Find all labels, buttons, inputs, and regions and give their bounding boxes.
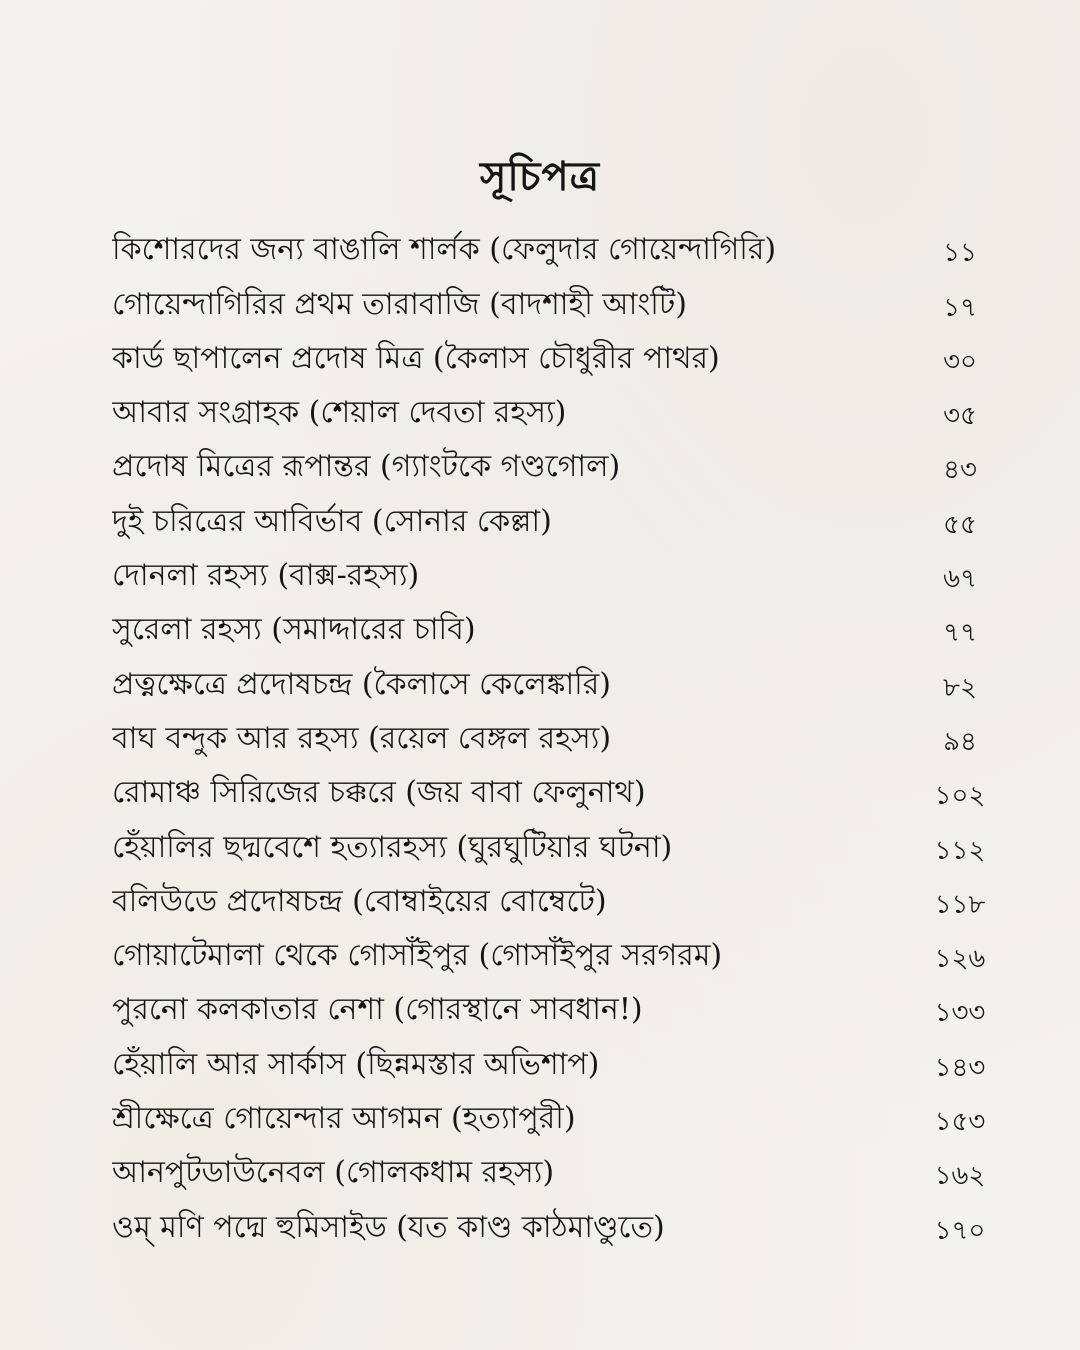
- toc-entry-title: সুরেলা রহস্য (সমাদ্দারের চাবি): [112, 612, 476, 648]
- toc-entry-page: ১১: [943, 238, 977, 269]
- toc-entry: [112, 331, 1000, 385]
- toc-entry-title: প্রদোষ মিত্রের রূপান্তর (গ্যাংটকে গণ্ডগোল): [112, 449, 621, 485]
- toc-entry-page: ১৪৩: [934, 1052, 986, 1083]
- toc-entry-page: ১৭০: [934, 1215, 986, 1246]
- toc-entry-page: ৫৫: [943, 509, 977, 540]
- toc-entry-page: ১১৮: [934, 889, 986, 920]
- toc-entry-page: ১১২: [934, 835, 986, 866]
- toc-entry-page: ৩০: [943, 346, 977, 377]
- toc-entry: [112, 656, 1000, 710]
- toc-entry-title: ওম্ মণি পদ্মে হুমিসাইড (যত কাণ্ড কাঠমাণ্ডুতে): [112, 1209, 665, 1245]
- toc-entry-title: হেঁয়ালি আর সার্কাস (ছিন্নমস্তার অভিশাপ): [112, 1046, 600, 1082]
- toc-entry: [112, 1091, 1000, 1145]
- toc-entry: [112, 874, 1000, 928]
- toc-entry-page: ৬৭: [943, 564, 977, 595]
- toc-entry-title: হেঁয়ালির ছদ্মবেশে হত্যারহস্য (ঘুরঘুটিয়ার ঘটনা): [112, 829, 673, 865]
- toc-entry-page: ১২৬: [934, 944, 986, 975]
- toc-entry: [112, 602, 1000, 656]
- table-of-contents: [112, 222, 1000, 1254]
- toc-entry: [112, 439, 1000, 493]
- toc-entry: [112, 765, 1000, 819]
- toc-entry-page: ১৩৩: [934, 998, 986, 1029]
- toc-entry-title: দোনলা রহস্য (বাক্স-রহস্য): [112, 558, 420, 594]
- toc-entry: [112, 928, 1000, 982]
- toc-entry-title: শ্রীক্ষেত্রে গোয়েন্দার আগমন (হত্যাপুরী): [112, 1101, 576, 1137]
- toc-entry-page: ৮২: [943, 672, 977, 703]
- toc-entry-title: আনপুটডাউনেবল (গোলকধাম রহস্য): [112, 1155, 555, 1191]
- toc-entry-page: ১৬২: [934, 1161, 986, 1192]
- toc-entry-title: দুই চরিত্রের আবির্ভাব (সোনার কেল্লা): [112, 503, 552, 539]
- toc-entry-title: রোমাঞ্চ সিরিজের চক্করে (জয় বাবা ফেলুনাথ): [112, 775, 646, 811]
- toc-entry-title: গোয়াটেমালা থেকে গোসাঁইপুর (গোসাঁইপুর সরগরম): [112, 938, 723, 974]
- toc-entry: [112, 493, 1000, 547]
- toc-entry-title: বাঘ বন্দুক আর রহস্য (রয়েল বেঙ্গল রহস্য): [112, 720, 612, 756]
- toc-entry-page: ৭৭: [943, 618, 977, 649]
- toc-entry: [112, 711, 1000, 765]
- toc-entry: [112, 1036, 1000, 1090]
- toc-entry-title: পুরনো কলকাতার নেশা (গোরস্থানে সাবধান!): [112, 992, 643, 1028]
- toc-entry-title: গোয়েন্দাগিরির প্রথম তারাবাজি (বাদশাহী আংটি): [112, 286, 687, 322]
- toc-entry-page: ৩৫: [943, 401, 977, 432]
- toc-entry-title: কার্ড ছাপালেন প্রদোষ মিত্র (কৈলাস চৌধুরীর পাথর): [112, 340, 720, 376]
- toc-entry-page: ১৫৩: [934, 1107, 986, 1138]
- toc-entry: [112, 982, 1000, 1036]
- toc-entry-page: ৯৪: [943, 726, 977, 757]
- toc-entry: [112, 548, 1000, 602]
- page-title: সূচিপত্র: [480, 152, 600, 200]
- toc-entry-page: ৪৩: [943, 455, 977, 486]
- toc-entry-title: প্রত্নক্ষেত্রে প্রদোষচন্দ্র (কৈলাসে কেলেঙ্কারি): [112, 666, 611, 702]
- toc-entry: [112, 819, 1000, 873]
- toc-entry: [112, 1145, 1000, 1199]
- toc-entry-page: ১০২: [934, 781, 986, 812]
- toc-entry: [112, 222, 1000, 276]
- toc-entry: [112, 1199, 1000, 1253]
- toc-entry-page: ১৭: [943, 292, 977, 323]
- toc-entry: [112, 385, 1000, 439]
- toc-entry: [112, 276, 1000, 330]
- toc-entry-title: আবার সংগ্রাহক (শেয়াল দেবতা রহস্য): [112, 395, 567, 431]
- toc-entry-title: কিশোরদের জন্য বাঙালি শার্লক (ফেলুদার গোয়েন্দাগিরি): [112, 232, 777, 268]
- toc-entry-title: বলিউডে প্রদোষচন্দ্র (বোম্বাইয়ের বোম্বেটে): [112, 883, 607, 919]
